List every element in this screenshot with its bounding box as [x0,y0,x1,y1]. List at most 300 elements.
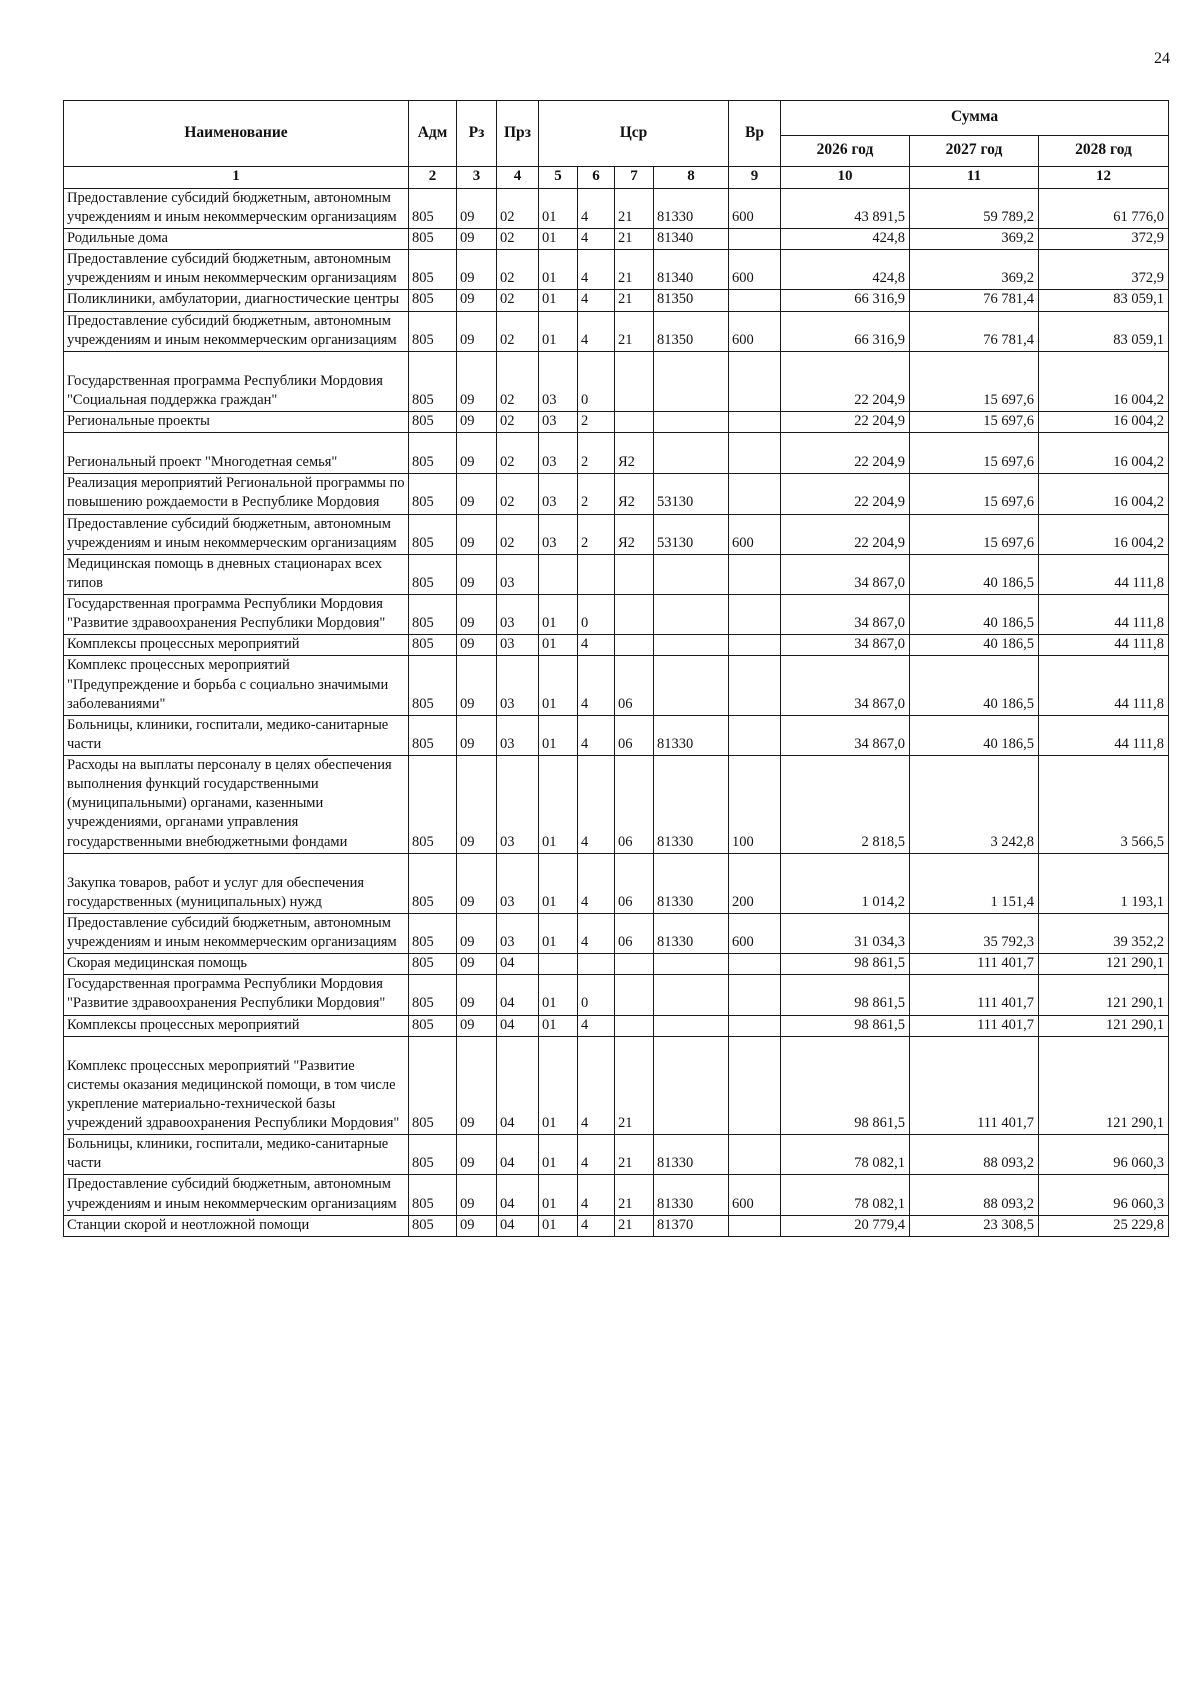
row-vr [729,656,781,715]
row-sum-2028: 16 004,2 [1039,474,1169,514]
row-adm: 805 [409,1015,457,1036]
row-csr-subprogram: 21 [615,1175,654,1215]
row-sum-2026: 34 867,0 [781,635,910,656]
header-csr: Цср [539,101,729,167]
row-rz: 09 [457,1015,497,1036]
row-csr-direction: 81340 [654,229,729,250]
row-name: Станции скорой и неотложной помощи [64,1215,409,1236]
row-adm: 805 [409,554,457,594]
row-csr-program: 01 [539,1015,578,1036]
row-name: Комплекс процессных мероприятий "Предупреждение и борьба с социально значимыми заболеваниями" [64,656,409,715]
row-csr-program: 01 [539,1036,578,1135]
row-prz: 04 [497,1036,539,1135]
row-adm: 805 [409,595,457,635]
row-vr [729,433,781,474]
row-prz: 02 [497,188,539,228]
row-name: Комплексы процессных мероприятий [64,635,409,656]
row-vr: 600 [729,188,781,228]
header-vr: Вр [729,101,781,167]
row-rz: 09 [457,412,497,433]
row-csr-subprogram: 06 [615,853,654,913]
column-number: 9 [729,167,781,189]
row-csr-type: 0 [578,351,615,411]
row-csr-program: 03 [539,412,578,433]
row-sum-2026: 424,8 [781,250,910,290]
row-prz: 03 [497,715,539,755]
row-csr-program: 01 [539,656,578,715]
row-vr [729,975,781,1015]
row-sum-2028: 96 060,3 [1039,1135,1169,1175]
row-csr-program: 01 [539,188,578,228]
table-row [64,913,1169,953]
row-adm: 805 [409,975,457,1015]
row-csr-type: 4 [578,1215,615,1236]
row-adm: 805 [409,229,457,250]
row-rz: 09 [457,188,497,228]
table-row [64,1175,1169,1215]
row-vr [729,1015,781,1036]
row-csr-type: 2 [578,433,615,474]
row-sum-2026: 66 316,9 [781,290,910,311]
row-sum-2026: 22 204,9 [781,514,910,554]
row-vr [729,290,781,311]
row-csr-type: 4 [578,1036,615,1135]
row-sum-2027: 111 401,7 [910,1036,1039,1135]
row-sum-2026: 34 867,0 [781,715,910,755]
row-name: Региональный проект "Многодетная семья" [64,433,409,474]
table-body [64,188,1169,1236]
row-name: Комплексы процессных мероприятий [64,1015,409,1036]
row-sum-2027: 88 093,2 [910,1135,1039,1175]
row-rz: 09 [457,1175,497,1215]
row-sum-2027: 35 792,3 [910,913,1039,953]
row-vr [729,635,781,656]
header-rz: Рз [457,101,497,167]
row-sum-2026: 22 204,9 [781,433,910,474]
row-sum-2027: 15 697,6 [910,412,1039,433]
row-sum-2026: 98 861,5 [781,954,910,975]
row-name: Предоставление субсидий бюджетным, автономным учреждениям и иным некоммерческим организациям [64,913,409,953]
row-csr-type: 4 [578,1175,615,1215]
row-sum-2027: 111 401,7 [910,954,1039,975]
row-csr-direction: 81330 [654,1175,729,1215]
table-row [64,412,1169,433]
row-rz: 09 [457,433,497,474]
row-rz: 09 [457,290,497,311]
row-csr-direction [654,975,729,1015]
row-csr-direction: 81330 [654,756,729,854]
row-csr-direction: 81330 [654,715,729,755]
row-name: Предоставление субсидий бюджетным, автономным учреждениям и иным некоммерческим организациям [64,250,409,290]
row-adm: 805 [409,250,457,290]
row-csr-type: 4 [578,229,615,250]
row-csr-program: 03 [539,433,578,474]
row-csr-direction: 81330 [654,1135,729,1175]
row-csr-direction [654,412,729,433]
column-number: 2 [409,167,457,189]
row-rz: 09 [457,975,497,1015]
row-csr-program: 01 [539,853,578,913]
table-row [64,290,1169,311]
row-adm: 805 [409,188,457,228]
row-sum-2027: 40 186,5 [910,635,1039,656]
column-number: 10 [781,167,910,189]
row-sum-2028: 372,9 [1039,250,1169,290]
row-csr-subprogram [615,412,654,433]
row-vr [729,474,781,514]
row-csr-program: 01 [539,913,578,953]
row-csr-direction [654,433,729,474]
row-csr-subprogram [615,1015,654,1036]
row-sum-2027: 40 186,5 [910,715,1039,755]
row-rz: 09 [457,474,497,514]
row-adm: 805 [409,1215,457,1236]
row-name: Предоставление субсидий бюджетным, автономным учреждениям и иным некоммерческим организациям [64,188,409,228]
row-sum-2026: 22 204,9 [781,474,910,514]
row-sum-2028: 16 004,2 [1039,412,1169,433]
row-csr-program: 03 [539,474,578,514]
row-prz: 04 [497,954,539,975]
row-csr-type: 2 [578,474,615,514]
column-number: 3 [457,167,497,189]
row-csr-direction: 81350 [654,311,729,351]
row-sum-2028: 121 290,1 [1039,1036,1169,1135]
row-sum-2026: 34 867,0 [781,595,910,635]
row-rz: 09 [457,554,497,594]
table-row [64,1135,1169,1175]
row-csr-program: 01 [539,1135,578,1175]
row-sum-2028: 372,9 [1039,229,1169,250]
row-csr-direction [654,656,729,715]
row-adm: 805 [409,433,457,474]
table-row [64,975,1169,1015]
row-sum-2026: 1 014,2 [781,853,910,913]
row-csr-type: 4 [578,913,615,953]
row-name: Больницы, клиники, госпитали, медико-санитарные части [64,1135,409,1175]
row-sum-2028: 96 060,3 [1039,1175,1169,1215]
row-prz: 04 [497,1215,539,1236]
header-name: Наименование [64,101,409,167]
row-csr-program: 01 [539,1175,578,1215]
row-sum-2028: 44 111,8 [1039,595,1169,635]
row-vr [729,715,781,755]
column-number: 4 [497,167,539,189]
table-row [64,756,1169,854]
row-sum-2027: 40 186,5 [910,595,1039,635]
row-prz: 04 [497,1135,539,1175]
row-csr-subprogram: Я2 [615,474,654,514]
table-row [64,351,1169,411]
row-rz: 09 [457,595,497,635]
row-name: Скорая медицинская помощь [64,954,409,975]
row-sum-2027: 15 697,6 [910,474,1039,514]
row-vr [729,595,781,635]
row-csr-direction: 81340 [654,250,729,290]
row-csr-program: 01 [539,975,578,1015]
row-adm: 805 [409,913,457,953]
row-prz: 04 [497,1015,539,1036]
row-csr-direction: 81370 [654,1215,729,1236]
row-sum-2028: 61 776,0 [1039,188,1169,228]
row-sum-2026: 2 818,5 [781,756,910,854]
row-sum-2028: 121 290,1 [1039,975,1169,1015]
row-sum-2027: 111 401,7 [910,975,1039,1015]
row-vr: 600 [729,311,781,351]
row-rz: 09 [457,954,497,975]
row-vr [729,351,781,411]
row-csr-type: 4 [578,290,615,311]
row-csr-type [578,554,615,594]
row-adm: 805 [409,1036,457,1135]
row-sum-2026: 34 867,0 [781,554,910,594]
row-adm: 805 [409,853,457,913]
row-rz: 09 [457,656,497,715]
table-row [64,1215,1169,1236]
page-number: 24 [1154,50,1170,67]
row-csr-type: 4 [578,311,615,351]
row-sum-2026: 22 204,9 [781,351,910,411]
budget-table [63,100,1169,1237]
row-sum-2028: 39 352,2 [1039,913,1169,953]
row-sum-2026: 78 082,1 [781,1135,910,1175]
row-prz: 02 [497,250,539,290]
row-name: Предоставление субсидий бюджетным, автономным учреждениям и иным некоммерческим организациям [64,1175,409,1215]
row-rz: 09 [457,250,497,290]
row-sum-2027: 76 781,4 [910,290,1039,311]
row-csr-subprogram [615,351,654,411]
column-number: 6 [578,167,615,189]
row-rz: 09 [457,1135,497,1175]
row-rz: 09 [457,715,497,755]
row-csr-subprogram: 21 [615,1036,654,1135]
column-numbers-row [64,167,1169,189]
row-sum-2027: 1 151,4 [910,853,1039,913]
row-rz: 09 [457,311,497,351]
row-vr [729,1036,781,1135]
row-sum-2026: 34 867,0 [781,656,910,715]
row-sum-2028: 16 004,2 [1039,514,1169,554]
row-name: Реализация мероприятий Региональной программы по повышению рождаемости в Республике Мордовия [64,474,409,514]
row-prz: 02 [497,474,539,514]
row-sum-2028: 25 229,8 [1039,1215,1169,1236]
row-csr-program [539,554,578,594]
table-row [64,595,1169,635]
row-csr-subprogram: 21 [615,250,654,290]
row-name: Региональные проекты [64,412,409,433]
table-row [64,188,1169,228]
row-csr-subprogram: 06 [615,756,654,854]
row-name: Государственная программа Республики Мордовия "Развитие здравоохранения Республики Мордовия" [64,595,409,635]
row-prz: 03 [497,913,539,953]
row-sum-2027: 23 308,5 [910,1215,1039,1236]
table-row [64,954,1169,975]
row-csr-type [578,954,615,975]
table-row [64,474,1169,514]
row-sum-2028: 1 193,1 [1039,853,1169,913]
row-rz: 09 [457,351,497,411]
row-vr: 600 [729,514,781,554]
table-row [64,311,1169,351]
row-prz: 02 [497,433,539,474]
row-sum-2028: 3 566,5 [1039,756,1169,854]
row-sum-2027: 88 093,2 [910,1175,1039,1215]
table-row [64,1015,1169,1036]
header-adm: Адм [409,101,457,167]
table-row [64,656,1169,715]
row-adm: 805 [409,412,457,433]
row-csr-direction [654,554,729,594]
row-csr-program: 01 [539,595,578,635]
row-sum-2026: 98 861,5 [781,1015,910,1036]
row-sum-2028: 16 004,2 [1039,433,1169,474]
row-vr [729,1215,781,1236]
row-csr-program: 01 [539,715,578,755]
row-csr-program: 01 [539,635,578,656]
row-name: Предоставление субсидий бюджетным, автономным учреждениям и иным некоммерческим организациям [64,514,409,554]
table-row [64,554,1169,594]
row-sum-2026: 31 034,3 [781,913,910,953]
header-year-2027: 2027 год [910,136,1039,167]
row-sum-2028: 16 004,2 [1039,351,1169,411]
row-csr-type: 4 [578,715,615,755]
row-sum-2026: 20 779,4 [781,1215,910,1236]
row-csr-type: 0 [578,975,615,1015]
row-prz: 03 [497,595,539,635]
row-prz: 03 [497,656,539,715]
row-prz: 02 [497,290,539,311]
column-number: 1 [64,167,409,189]
row-sum-2027: 15 697,6 [910,351,1039,411]
row-vr: 200 [729,853,781,913]
row-csr-direction [654,351,729,411]
row-vr [729,412,781,433]
row-csr-subprogram: 21 [615,1135,654,1175]
row-csr-direction [654,1015,729,1036]
row-adm: 805 [409,514,457,554]
row-prz: 02 [497,311,539,351]
row-adm: 805 [409,311,457,351]
row-sum-2028: 44 111,8 [1039,656,1169,715]
table-row [64,715,1169,755]
row-sum-2027: 76 781,4 [910,311,1039,351]
table-row [64,250,1169,290]
row-prz: 02 [497,514,539,554]
row-prz: 04 [497,975,539,1015]
row-csr-program: 03 [539,351,578,411]
row-csr-type: 4 [578,756,615,854]
row-csr-subprogram [615,554,654,594]
row-rz: 09 [457,913,497,953]
row-csr-subprogram: 21 [615,1215,654,1236]
row-sum-2028: 44 111,8 [1039,635,1169,656]
row-csr-type: 2 [578,412,615,433]
row-prz: 03 [497,853,539,913]
row-sum-2027: 15 697,6 [910,514,1039,554]
row-sum-2026: 78 082,1 [781,1175,910,1215]
row-csr-program: 01 [539,250,578,290]
row-csr-subprogram: 21 [615,290,654,311]
row-prz: 03 [497,635,539,656]
row-csr-subprogram [615,954,654,975]
row-csr-type: 4 [578,1015,615,1036]
row-sum-2026: 424,8 [781,229,910,250]
row-csr-type: 4 [578,853,615,913]
row-csr-direction [654,1036,729,1135]
row-prz: 04 [497,1175,539,1215]
row-prz: 02 [497,229,539,250]
row-csr-direction: 53130 [654,514,729,554]
row-sum-2028: 121 290,1 [1039,954,1169,975]
row-sum-2027: 59 789,2 [910,188,1039,228]
row-prz: 03 [497,756,539,854]
row-csr-type: 4 [578,250,615,290]
row-vr [729,954,781,975]
column-number: 11 [910,167,1039,189]
row-rz: 09 [457,514,497,554]
row-csr-program: 01 [539,1215,578,1236]
row-adm: 805 [409,756,457,854]
row-csr-subprogram: 06 [615,913,654,953]
row-adm: 805 [409,715,457,755]
row-rz: 09 [457,1036,497,1135]
row-csr-type: 4 [578,188,615,228]
row-csr-subprogram: 21 [615,229,654,250]
row-csr-subprogram: 21 [615,188,654,228]
table-row [64,433,1169,474]
column-number: 5 [539,167,578,189]
row-sum-2026: 98 861,5 [781,975,910,1015]
row-rz: 09 [457,635,497,656]
row-sum-2028: 83 059,1 [1039,311,1169,351]
row-sum-2027: 40 186,5 [910,656,1039,715]
row-name: Больницы, клиники, госпитали, медико-санитарные части [64,715,409,755]
row-sum-2028: 44 111,8 [1039,715,1169,755]
row-sum-2027: 369,2 [910,229,1039,250]
row-adm: 805 [409,954,457,975]
row-csr-direction [654,595,729,635]
row-csr-direction: 81350 [654,290,729,311]
row-name: Родильные дома [64,229,409,250]
row-vr [729,1135,781,1175]
row-prz: 02 [497,412,539,433]
row-adm: 805 [409,351,457,411]
row-csr-type: 4 [578,656,615,715]
row-vr: 600 [729,1175,781,1215]
row-name: Расходы на выплаты персоналу в целях обеспечения выполнения функций государственными (муниципальными) органами, казенными учреждениями, органами управления государственными внебюджетными фондами [64,756,409,854]
row-csr-subprogram [615,635,654,656]
row-rz: 09 [457,229,497,250]
header-prz: Прз [497,101,539,167]
row-name: Поликлиники, амбулатории, диагностические центры [64,290,409,311]
row-sum-2028: 83 059,1 [1039,290,1169,311]
row-name: Закупка товаров, работ и услуг для обеспечения государственных (муниципальных) нужд [64,853,409,913]
row-sum-2026: 66 316,9 [781,311,910,351]
row-sum-2026: 22 204,9 [781,412,910,433]
row-name: Государственная программа Республики Мордовия "Развитие здравоохранения Республики Мордовия" [64,975,409,1015]
row-csr-subprogram: Я2 [615,514,654,554]
row-sum-2027: 3 242,8 [910,756,1039,854]
row-csr-type: 0 [578,595,615,635]
table-row [64,514,1169,554]
row-adm: 805 [409,290,457,311]
row-csr-direction: 81330 [654,853,729,913]
row-csr-direction: 53130 [654,474,729,514]
row-vr: 600 [729,913,781,953]
row-sum-2027: 40 186,5 [910,554,1039,594]
column-number: 12 [1039,167,1169,189]
row-sum-2028: 121 290,1 [1039,1015,1169,1036]
header-year-2026: 2026 год [781,136,910,167]
